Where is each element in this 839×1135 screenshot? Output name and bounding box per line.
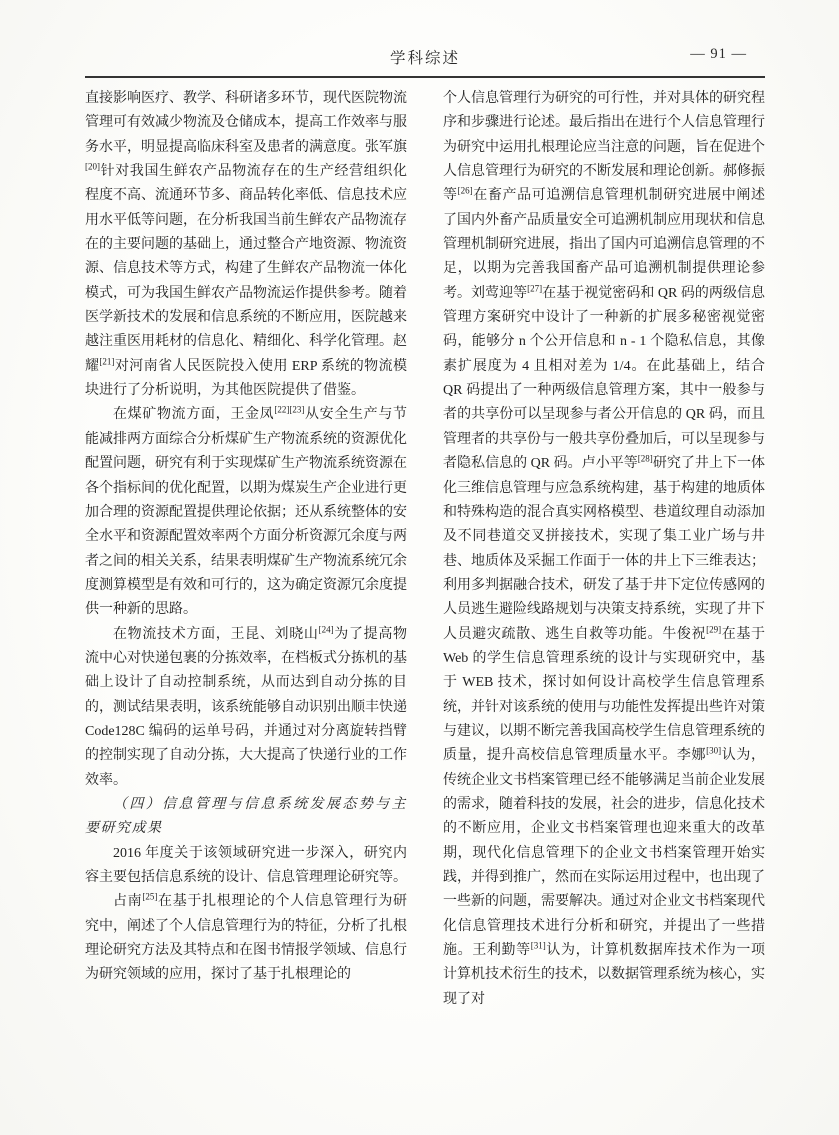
citation-marker: [22] (274, 404, 290, 415)
citation-marker: [29] (706, 623, 722, 634)
citation-marker: [25] (142, 891, 158, 902)
citation-marker: [27] (527, 283, 543, 294)
header-rule (85, 76, 765, 78)
body-paragraph: 在物流技术方面，王昆、刘晓山[24]为了提高物流中心对快递包裹的分拣效率，在档板式分拣机的基础上设计了自动控制系统，从而达到自动分拣的目的，测试结果表明，该系统能够自动识别出顺丰快递 Code128C 编码的运单号码，并通过对分离旋转挡臂的控制实现了自动分拣，大大提高了快递行业的工作效率。 (85, 623, 407, 788)
citation-marker: [21] (99, 356, 115, 367)
running-head: 学科综述 (389, 50, 460, 67)
left-column (85, 87, 407, 1012)
citation-marker: [26] (457, 185, 473, 196)
page-header (85, 46, 765, 68)
body-paragraph: 在煤矿物流方面，王金凤[22][23]从安全生产与节能减排两方面综合分析煤矿生产物流系统的资源优化配置问题，研究有利于实现煤矿生产物流系统资源在各个指标间的优化配置，以期为煤炭生产企业进行更加合理的资源配置提供理论依据；还从系统整体的安全水平和资源配置效率两个方面分析资源冗余度与两者之间的相关关系，结果表明煤矿生产物流系统冗余度测算模型是有效和可行的，这为确定资源冗余度提供一种新的思路。 (85, 404, 408, 618)
citation-marker: [30] (706, 745, 722, 756)
body-paragraph: 占南[25]在基于扎根理论的个人信息管理行为研究中，阐述了个人信息管理行为的特征，分析了扎根理论研究方法及其特点和在图书情报学领域、信息行为研究领域的应用，探讨了基于扎根理论的 (85, 891, 408, 983)
body-paragraph: 直接影响医疗、教学、科研诸多环节，现代医院物流管理可有效减少物流及仓储成本，提高工作效率与服务水平，明显提高临床科室及患者的满意度。张军旗[20]针对我国生鲜农产品物流存在的生产经营组织化程度不高、流通环节多、商品转化率低、信息技术应用水平低等问题，在分析我国当前生鲜农产品物流存在的主要问题的基础上，通过整合产地资源、物流资源、信息技术等方式，构建了生鲜农产品物流一体化模式，可为我国生鲜农产品物流运作提供参考。随着医学新技术的发展和信息系统的不断应用，医院越来越注重医用耗材的信息化、精细化、科学化管理。赵耀[21]对河南省人民医院投入使用 ERP 系统的物流模块进行了分析说明，为其他医院提供了借鉴。 (85, 91, 407, 399)
text-columns (85, 87, 765, 1012)
section-heading: （四）信息管理与信息系统发展态势与主要研究成果 (85, 796, 407, 837)
citation-marker: [24] (318, 623, 334, 634)
right-column (443, 87, 765, 1012)
citation-marker: [20] (85, 161, 100, 172)
citation-marker: [31] (530, 940, 546, 951)
body-paragraph: 2016 年度关于该领域研究进一步深入，研究内容主要包括信息系统的设计、信息管理理论研究等。 (85, 845, 407, 885)
citation-marker: [28] (637, 453, 653, 464)
body-paragraph: 个人信息管理行为研究的可行性，并对具体的研究程序和步骤进行论述。最后指出在进行个人信息管理行为研究中运用扎根理论应当注意的问题，旨在促进个人信息管理行为研究的不断发展和理论创新。郝修振等[26]在畜产品可追溯信息管理机制研究进展中阐述了国内外畜产品质量安全可追溯机制应用现状和信息管理机制研究进展，指出了国内可追溯信息管理的不足，以期为完善我国畜产品可追溯机制提供理论参考。刘莺迎等[27]在基于视觉密码和 QR 码的两级信息管理方案研究中设计了一种新的扩展多秘密视觉密码，能够分 n 个公开信息和 n - 1 个隐私信息，其像素扩展度为 4 且相对差为 1/4。在此基础上，结合 QR 码提出了一种两级信息管理方案，其中一般参与者的共享份可以呈现参与者公开信息的 QR 码，而且管理者的共享份与一般共享份叠加后，可以呈现参与者隐私信息的 QR 码。卢小平等[28]研究了井上下一体化三维信息管理与应急系统构建，基于构建的地质体和特殊构造的混合真实网格模型、巷道纹理自动添加及不同巷道交叉拼接技术，实现了集工业广场与井巷、地质体及采掘工作面于一体的井上下三维表达；利用多判据融合技术，研发了基于井下定位传感网的人员逃生避险线路规划与决策支持系统，实现了井下人员避灾疏散、逃生自救等功能。牛俊祝[29]在基于 Web 的学生信息管理系统的设计与实现研究中，基于 WEB 技术，探讨如何设计高校学生信息管理系统，并针对该系统的使用与功能性发挥提出些许对策与建议，以期不断完善我国高校学生信息管理系统的质量，提升高校信息管理质量水平。李娜[30]认为，传统企业文书档案管理已经不能够满足当前企业发展的需求，随着科技的发展，社会的进步，信息化技术的不断应用，企业文书档案管理也迎来重大的改革期，现代化信息管理下的企业文书档案管理开始实践，并得到推广，然而在实际运用过程中，也出现了一些新的问题，需要解决。通过对企业文书档案现代化信息管理技术进行分析和研究，并提出了一些措施。王利勤等[31]认为，计算机数据库技术作为一项计算机技术衍生的技术，以数据管理系统为核心，实现了对 (443, 91, 766, 1007)
citation-marker: [23] (289, 404, 305, 415)
page-number: — 91 — (690, 46, 747, 62)
